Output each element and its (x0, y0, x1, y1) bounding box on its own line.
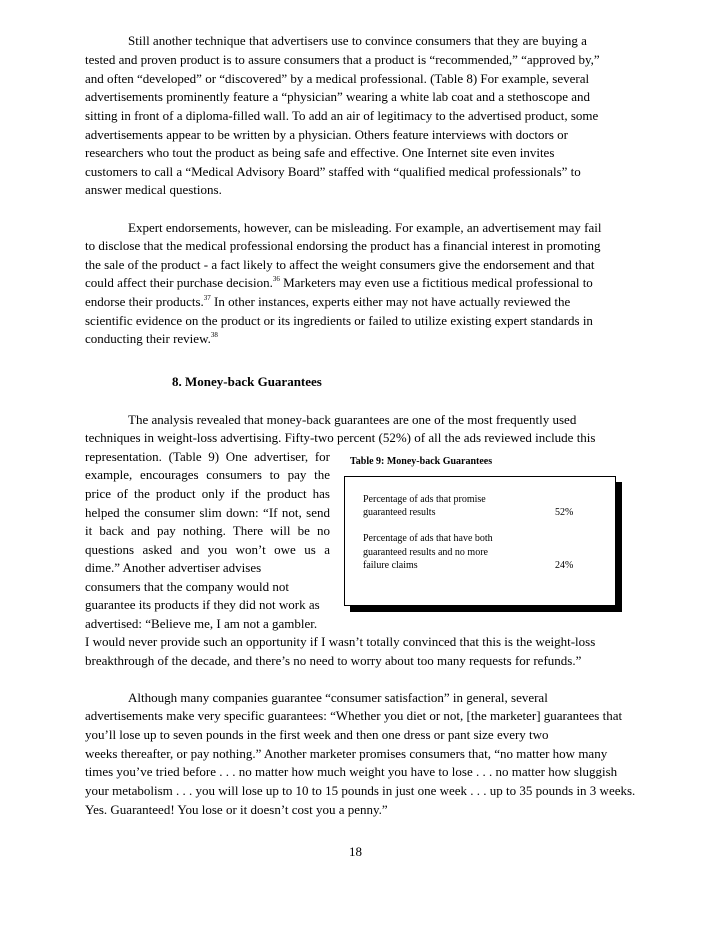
body-text-line: it back and pay nothing. There will be no (85, 523, 330, 538)
text-segment: conducting their review. (85, 331, 211, 346)
body-text-line: helped the consumer slim down: “If not, send (85, 505, 330, 520)
footnote-marker: 37 (203, 294, 211, 302)
body-text-line (85, 331, 218, 347)
table-row-label-line: guaranteed results (363, 507, 436, 518)
body-text-line (85, 275, 593, 291)
body-text-line: and often “developed” or “discovered” by a medical professional. (Table 8) For example, several (85, 71, 590, 86)
body-text-line: times you’ve tried before . . . no matter how much weight you have to lose . . . no matter how sluggish (85, 764, 618, 779)
body-text-line: answer medical questions. (85, 182, 222, 197)
body-text-line: scientific evidence on the product or its ingredients or failed to utilize existing expert standards in (85, 313, 593, 328)
page-number: 18 (349, 844, 362, 859)
body-text-line: Although many companies guarantee “consumer satisfaction” in general, several (128, 690, 548, 705)
body-text-line: breakthrough of the decade, and there’s no need to worry about too many requests for refunds.” (85, 653, 582, 668)
body-text-line: advertisements appear to be written by a physician. Others feature interviews with doctors or (85, 127, 569, 142)
body-text-line: your metabolism . . . you will lose up to 10 to 15 pounds in just one week . . . up to 35 pounds in 3 weeks. (85, 783, 636, 798)
text-segment: endorse their products. (85, 294, 204, 309)
body-text-line: weeks thereafter, or pay nothing.” Another marketer promises consumers that, “no matter how many (85, 746, 608, 761)
body-text-line: dime.” Another advertiser advises (85, 560, 262, 575)
body-text-line: Yes. Guaranteed! You lose or it doesn’t cost you a penny.” (85, 802, 388, 817)
footnote-marker: 36 (272, 275, 280, 283)
body-text-line: advertisements make very specific guarantees: “Whether you diet or not, [the marketer] guarantees that (85, 708, 623, 723)
table-row-value: 24% (555, 560, 574, 571)
body-text-line (85, 294, 570, 310)
table-box (344, 476, 616, 606)
body-text-line: example, encourages consumers to pay the (85, 467, 330, 482)
section-heading: 8. Money-back Guarantees (172, 374, 322, 389)
body-text-line: advertised: “Believe me, I am not a gambler. (85, 616, 318, 631)
body-text-line: I would never provide such an opportunity if I wasn’t totally convinced that this is the weight-loss (85, 634, 596, 649)
body-text-line: advertisements prominently feature a “physician” wearing a white lab coat and a stethoscope and (85, 89, 591, 104)
table-row-value: 52% (555, 507, 574, 518)
body-text-line: price of the product only if the product has (85, 486, 330, 501)
body-text-line: researchers who tout the product as being safe and effective. One Internet site even invites (85, 145, 555, 160)
body-text-line: consumers that the company would not (85, 579, 289, 594)
table-row-label-line: failure claims (363, 560, 418, 571)
body-text-line: The analysis revealed that money-back guarantees are one of the most frequently used (128, 412, 577, 427)
body-text-line: techniques in weight-loss advertising. Fifty-two percent (52%) of all the ads reviewed include this (85, 430, 596, 445)
table-row-label-line: guaranteed results and no more (363, 547, 488, 558)
table-row-label-line: Percentage of ads that promise (363, 494, 486, 505)
body-text-line: customers to call a “Medical Advisory Board” staffed with “qualified medical professionals” to (85, 164, 581, 179)
body-text-line: tested and proven product is to assure consumers that a product is “recommended,” “approved by,” (85, 52, 600, 67)
body-text-line: sitting in front of a diploma-filled wall. To add an air of legitimacy to the advertised product, some (85, 108, 599, 123)
table-title: Table 9: Money-back Guarantees (350, 456, 493, 467)
body-text-line: Expert endorsements, however, can be misleading. For example, an advertisement may fail (128, 220, 602, 235)
text-segment: could affect their purchase decision. (85, 275, 273, 290)
body-text-line: guarantee its products if they did not work as (85, 597, 320, 612)
body-text-line: you’ll lose up to seven pounds in the first week and then one dress or pant size every two (85, 727, 549, 742)
body-text-line: the sale of the product - a fact likely to affect the weight consumers give the endorsement and that (85, 257, 595, 272)
footnote-marker: 38 (210, 331, 218, 339)
body-text-line: questions asked and you won’t owe us a (85, 542, 330, 557)
body-text-line: Still another technique that advertisers use to convince consumers that they are buying a (128, 33, 587, 48)
text-segment: Marketers may even use a fictitious medical professional to (279, 275, 593, 290)
body-text-line: representation. (Table 9) One advertiser, for (85, 449, 330, 464)
body-text-line: to disclose that the medical professional endorsing the product has a financial interest in promoting (85, 238, 601, 253)
table-row-label-line: Percentage of ads that have both (363, 533, 493, 544)
text-segment: In other instances, experts either may not have actually reviewed the (210, 294, 571, 309)
